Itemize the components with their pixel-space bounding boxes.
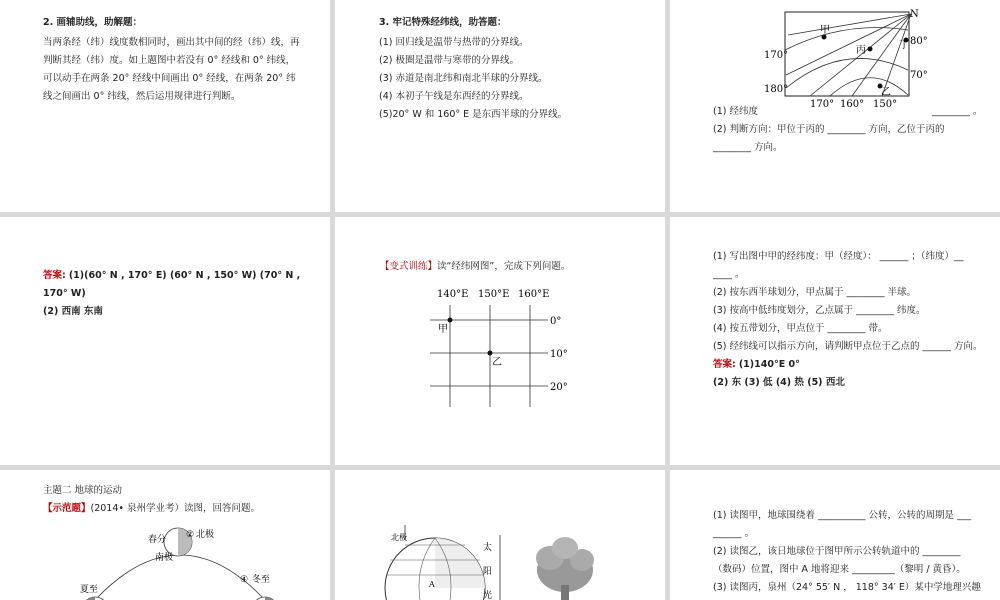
slide-earth-motion bbox=[0, 470, 330, 600]
lat-label-20: 20° bbox=[550, 382, 568, 393]
label-position-4: ④ bbox=[240, 575, 249, 585]
body-line: 判断其经（纬）度。如上题图中若没有 0° 经线和 0° 纬线， bbox=[43, 55, 296, 66]
point-yi-label: 乙 bbox=[881, 87, 891, 98]
point-yi-label: 乙 bbox=[492, 357, 502, 368]
slide-title: 2. 画辅助线，助解题： bbox=[43, 17, 143, 28]
answer-line-3: (2) 西南 东南 bbox=[43, 306, 103, 317]
body-line: (5)20° W 和 160° E 是东西半球的分界线。 bbox=[379, 109, 568, 120]
question-1-blank: ________ 。 bbox=[932, 106, 983, 117]
label-sun-2: 阳 bbox=[483, 567, 493, 577]
slide-auxiliary-lines bbox=[0, 0, 330, 212]
label-south-pole: 南极 bbox=[155, 553, 174, 563]
question-line: (1) 读图甲，地球围绕着 __________ 公转，公转的周期是 ___ bbox=[713, 510, 972, 521]
lon-label-150e: 150°E bbox=[478, 289, 510, 300]
label-chunfen: 春分 bbox=[148, 535, 167, 545]
question-line: (4) 按五带划分，甲点位于 ________ 带。 bbox=[713, 323, 888, 334]
slide-globe-tree bbox=[335, 470, 665, 600]
question-1: (1) 经纬度 bbox=[713, 106, 758, 117]
slide-polar-map bbox=[670, 0, 1000, 212]
slide-answer bbox=[0, 217, 330, 465]
question-2-cont: ________ 方向。 bbox=[713, 142, 783, 153]
topic-title: 主题二 地球的运动 bbox=[43, 485, 123, 496]
body-line: 可以动手在两条 20° 经线中间画出 0° 经线，在两条 20° 纬 bbox=[43, 73, 296, 84]
label-sun-3: 光 bbox=[483, 591, 493, 600]
lon-label-bottom-160: 160° bbox=[840, 99, 865, 110]
lat-label-10: 10° bbox=[550, 349, 568, 360]
example-tag: 【示范题】 bbox=[43, 503, 91, 514]
north-label: N bbox=[910, 9, 919, 20]
slide-title: 3. 牢记特殊经纬线，助答题： bbox=[379, 17, 507, 28]
label-point-a: A bbox=[429, 580, 435, 589]
lon-label-left-180: 180° bbox=[764, 84, 789, 95]
lon-label-bottom-150: 150° bbox=[873, 99, 898, 110]
body-line: (2) 极圈是温带与寒带的分界线。 bbox=[379, 55, 519, 66]
question-line: （数码）位置，图中 A 地将迎来 _________（黎明 / 黄昏）。 bbox=[713, 564, 966, 575]
label-north-pole: 北极 bbox=[391, 533, 407, 542]
question-line: (5) 经纬线可以指示方向，请判断甲点位于乙点的 ______ 方向。 bbox=[713, 341, 983, 352]
lon-label-left-170: 170° bbox=[764, 50, 789, 61]
point-jia-label: 甲 bbox=[820, 25, 830, 36]
body-line: (3) 赤道是南北纬和南北半球的分界线。 bbox=[379, 73, 548, 84]
lat-label-70: 70° bbox=[910, 70, 928, 81]
example-heading bbox=[43, 500, 260, 518]
globe-and-tree-figures bbox=[335, 470, 665, 600]
answer-line-1 bbox=[713, 356, 800, 374]
slide-special-lines bbox=[335, 0, 665, 212]
exercise-heading bbox=[380, 258, 570, 276]
orbit-diagram bbox=[0, 520, 330, 600]
example-text: (2014• 泉州学业考）读图，回答问题。 bbox=[90, 503, 261, 514]
polar-grid-map bbox=[670, 0, 1000, 110]
point-ding-label: 丁 bbox=[899, 40, 909, 51]
point-bing-label: 丙 bbox=[856, 45, 866, 56]
answer-line-2: 170° W) bbox=[43, 288, 86, 299]
question-line: ____ 。 bbox=[713, 269, 745, 280]
body-line: 线之间画出 0° 纬线，然后运用规律进行判断。 bbox=[43, 91, 241, 102]
answer-line-2: (2) 东 (3) 低 (4) 热 (5) 西北 bbox=[713, 377, 845, 388]
lat-label-0: 0° bbox=[550, 316, 562, 327]
body-line: (4) 本初子午线是东西经的分界线。 bbox=[379, 91, 529, 102]
body-line: 当两条经（纬）线度数相同时，画出其中间的经（纬）线，再 bbox=[43, 37, 300, 48]
body-line: (1) 回归线是温带与热带的分界线。 bbox=[379, 37, 529, 48]
question-line: (3) 按高中低纬度划分，乙点属于 ________ 纬度。 bbox=[713, 305, 926, 316]
label-position-2: ② bbox=[186, 530, 195, 540]
lon-label-160e: 160°E bbox=[518, 289, 550, 300]
lon-label-bottom-170: 170° bbox=[810, 99, 835, 110]
point-jia-label: 甲 bbox=[438, 324, 448, 335]
question-line: (2) 按东西半球划分，甲点属于 ________ 半球。 bbox=[713, 287, 917, 298]
question-line: ______ 。 bbox=[713, 528, 755, 539]
question-line: (3) 读图丙，泉州（24° 55′ N ， 118° 34′ E）某中学地理兴趣 bbox=[713, 582, 981, 593]
answer-label: 答案: bbox=[43, 270, 66, 281]
answer-text: (1)(60° N , 170° E) (60° N , 150° W) (70° N , bbox=[68, 270, 301, 281]
answer-label: 答案: bbox=[713, 359, 736, 370]
lat-label-80: 80° bbox=[910, 36, 928, 47]
question-line: (2) 读图乙，该日地球位于图甲所示公转轨道中的 ________ bbox=[713, 546, 961, 557]
slide-variant-exercise bbox=[335, 217, 665, 465]
slide-orbit-questions bbox=[670, 470, 1000, 600]
slide-grid-questions bbox=[670, 217, 1000, 465]
label-sun-1: 太 bbox=[483, 543, 493, 553]
question-line: (1) 写出图中甲的经纬度：甲（经度）： ______ ；（纬度）__ bbox=[713, 251, 964, 262]
label-dongzhi: 冬至 bbox=[252, 575, 271, 585]
exercise-text: 读“经纬网图”，完成下列问题。 bbox=[437, 261, 571, 272]
label-xiazhi: 夏至 bbox=[80, 585, 99, 595]
lon-label-140e: 140°E bbox=[437, 289, 469, 300]
answer-line-1 bbox=[43, 267, 300, 285]
label-north-pole: 北极 bbox=[196, 530, 215, 540]
lat-lon-grid bbox=[335, 277, 665, 465]
exercise-tag: 【变式训练】 bbox=[380, 261, 438, 272]
answer-text: (1)140°E 0° bbox=[738, 359, 800, 370]
question-2: (2) 判断方向：甲位于丙的 ________ 方向，乙位于丙的 bbox=[713, 124, 945, 135]
